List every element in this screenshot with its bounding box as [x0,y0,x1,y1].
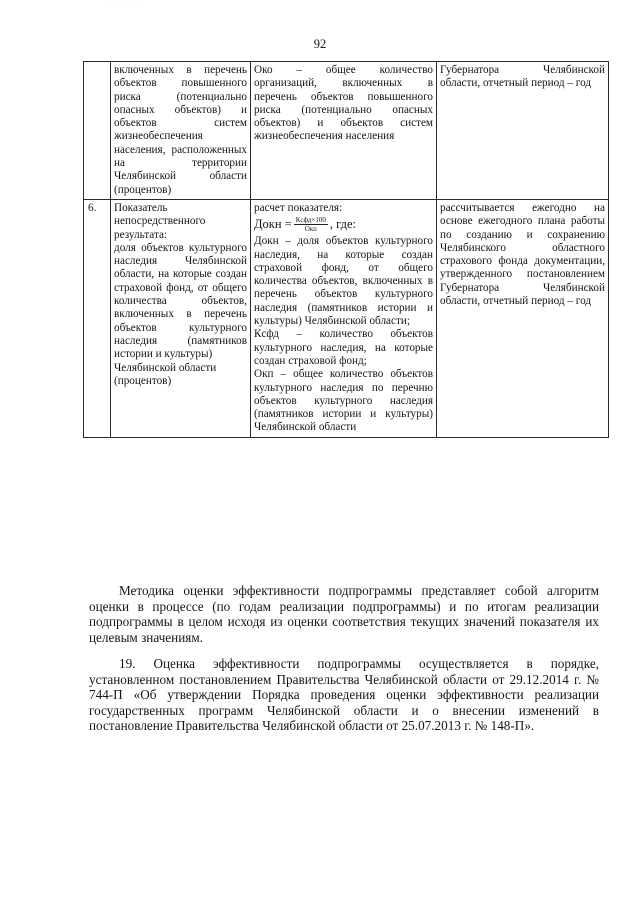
formula [254,216,433,233]
formula-denominator: Окп [304,225,317,234]
formula-lhs: Докн = [254,217,292,232]
formula-definition: Докн – доля объектов культурного наследия, на которые создан страховой фонд, от общего количества объектов, включенных в перечень объектов культурного наследия (памятников истории и культуры) Челябинской области; [254,235,433,328]
source-cell: рассчитывается ежегодно на основе ежегодного плана работы по созданию и сохранению Челябинского областного страхового фонда документации, утвержденного постановлением Губернатора Челябинской области, отчетный период – год [437,199,609,437]
formula-numerator: Кcфд×100 [295,216,326,225]
formula-definition: Кcфд – количество объектов культурного наследия, на которые создан страховой фонд; [254,328,433,367]
formula-fraction [294,216,328,233]
indicator-name-cell: включенных в перечень объектов повышенного риска (потенциально опасных объектов) и объектов систем жизнеобеспечения населения, расположенных на территории Челябинской области (процентов) [111,62,251,200]
scan-marks: · · · · · [108,5,142,11]
formula-cell [251,199,437,437]
row-number-cell [84,62,111,200]
formula-tail: , где: [329,217,357,232]
table-row [84,199,609,437]
formula-definition: Окп – общее количество объектов культурного наследия по перечню объектов культурного наследия (памятников истории и культуры) Челябинской области [254,368,433,434]
methodology-paragraph: Методика оценки эффективности подпрограммы представляет собой алгоритм оценки в процессе (по годам реализации подпрограммы) и по итогам реализации подпрограммы в целом исходя из оценки соответствия текущих значений показателя их целевым значениям. [89,583,599,645]
formula-intro: расчет показателя: [254,201,343,214]
indicators-table [83,61,609,438]
row-number-cell: 6. [84,199,111,437]
indicator-intro: Показатель непосредственного результата: [114,201,206,241]
page-number: 92 [313,37,327,51]
formula-cell: Око – общее количество организаций, включенных в перечень объектов повышенного риска (потенциально опасных объектов) и объектов систем жизнеобеспечения населения [251,62,437,200]
evaluation-paragraph: 19. Оценка эффективности подпрограммы осуществляется в порядке, установленном постановлением Правительства Челябинской области от 29.12.2014 г. № 744-П «Об утверждении Порядка проведения оценки эффективности реализации государственных программ Челябинской области и о внесении изменений в постановление Правительства Челябинской области от 25.07.2013 г. № 148-П». [89,656,599,734]
indicator-region: Челябинской области (процентов) [114,361,217,387]
table-row [84,62,609,200]
source-cell: Губернатора Челябинской области, отчетный период – год [437,62,609,200]
indicator-description: доля объектов культурного наследия Челябинской области, на которые создан страховой фонд, от общего количества объектов, включенных в перечень объектов культурного наследия (памятников истории и культуры) [114,241,247,361]
indicator-name-cell [111,199,251,437]
